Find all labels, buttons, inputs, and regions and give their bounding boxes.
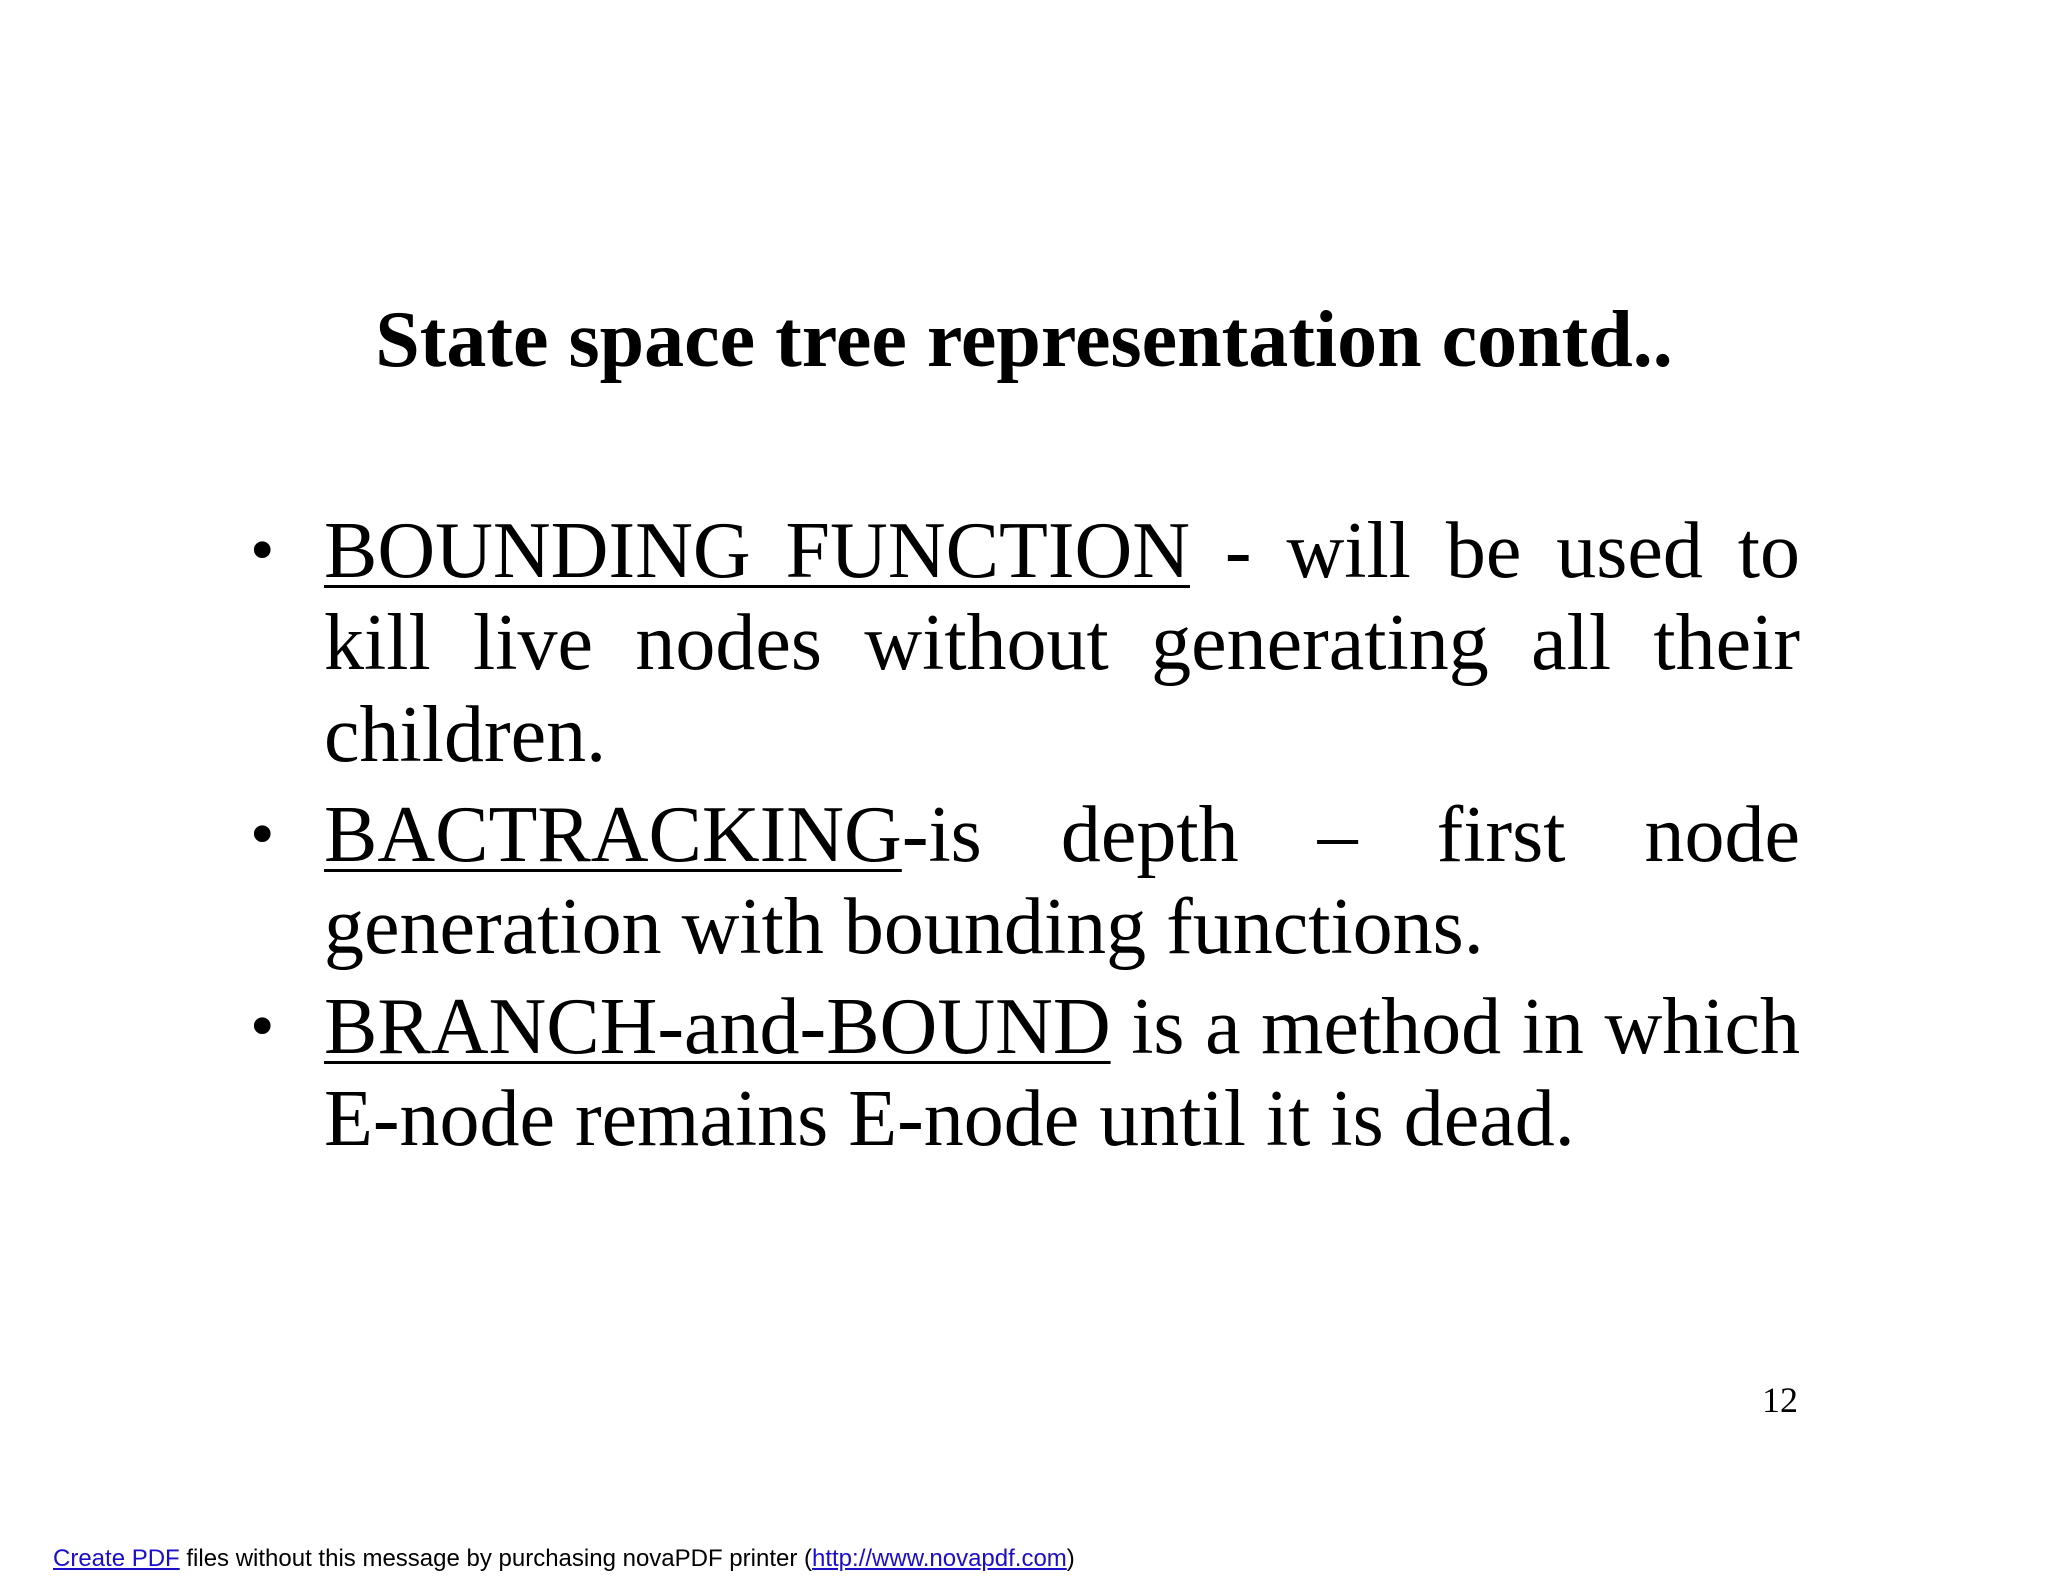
bullet-icon: • (250, 512, 275, 589)
bullet-list (250, 505, 1800, 1173)
footer-text-end: ) (1066, 1545, 1075, 1572)
slide-title: State space tree representation contd.. (375, 296, 1673, 384)
term-backtracking: BACTRACKING (324, 791, 902, 879)
term-bounding-function: BOUNDING FUNCTION (324, 507, 1190, 595)
create-pdf-link[interactable]: Create PDF (53, 1545, 180, 1572)
bullet-text: -is depth – first node generation with bounding functions. (324, 791, 1800, 971)
page-number: 12 (1762, 1380, 1798, 1420)
bullet-item-backtracking (250, 789, 1800, 973)
term-branch-and-bound: BRANCH-and-BOUND (324, 983, 1111, 1071)
bullet-item-bounding-function (250, 505, 1800, 781)
bullet-item-branch-and-bound (250, 981, 1800, 1165)
bullet-text: is a method in which E-node remains E-node until it is dead. (324, 983, 1800, 1163)
footer-text: files without this message by purchasing novaPDF printer ( (179, 1545, 812, 1572)
bullet-icon: • (250, 796, 275, 873)
novapdf-url-link[interactable]: http://www.novapdf.com (812, 1545, 1067, 1572)
bullet-text: - will be used to kill live nodes without generating all their children. (324, 507, 1800, 779)
footer-notice (53, 1544, 1075, 1574)
bullet-icon: • (250, 988, 275, 1065)
